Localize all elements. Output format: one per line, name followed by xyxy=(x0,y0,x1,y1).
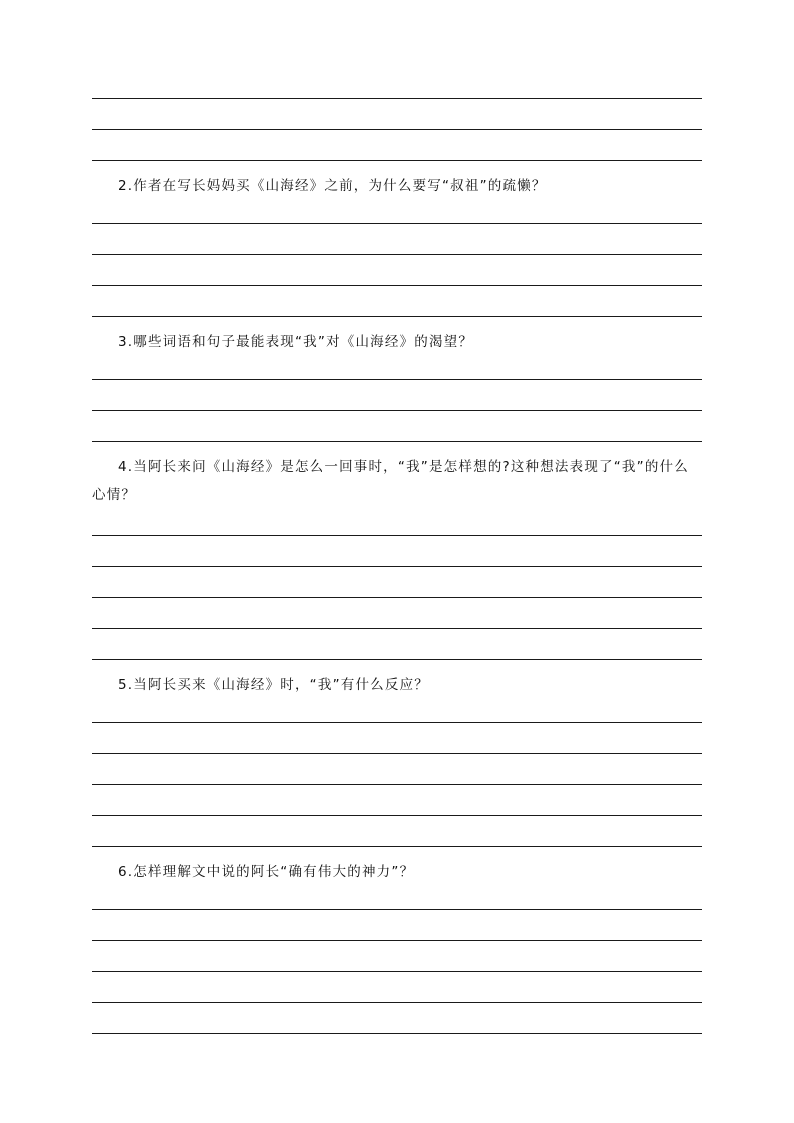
answer-line xyxy=(92,160,702,161)
answer-line xyxy=(92,285,702,286)
answer-line xyxy=(92,971,702,972)
question-6: 6.怎样理解文中说的阿长“确有伟大的神力”？ xyxy=(118,864,415,880)
answer-line xyxy=(92,254,702,255)
answer-line xyxy=(92,597,702,598)
answer-line xyxy=(92,753,702,754)
answer-line xyxy=(92,223,702,224)
answer-line xyxy=(92,441,702,442)
answer-line xyxy=(92,940,702,941)
question-4: 4.当阿长来问《山海经》是怎么一回事时，“我”是怎样想的?这种想法表现了“我”的什么心情？ xyxy=(92,459,689,503)
answer-line xyxy=(92,909,702,910)
answer-line xyxy=(92,659,702,660)
question-5: 5.当阿长买来《山海经》时，“我”有什么反应？ xyxy=(118,677,429,693)
answer-line xyxy=(92,98,702,99)
answer-line xyxy=(92,316,702,317)
answer-line xyxy=(92,815,702,816)
answer-line xyxy=(92,1033,702,1034)
answer-line xyxy=(92,628,702,629)
answer-line xyxy=(92,846,702,847)
answer-line xyxy=(92,566,702,567)
question-3: 3.哪些词语和句子最能表现“我”对《山海经》的渴望？ xyxy=(118,334,474,350)
answer-line xyxy=(92,535,702,536)
answer-line xyxy=(92,129,702,130)
question-2: 2.作者在写长妈妈买《山海经》之前，为什么要写“叔祖”的疏懒？ xyxy=(118,178,547,194)
answer-line xyxy=(92,722,702,723)
answer-line xyxy=(92,379,702,380)
answer-line xyxy=(92,1002,702,1003)
answer-line xyxy=(92,784,702,785)
answer-line xyxy=(92,410,702,411)
